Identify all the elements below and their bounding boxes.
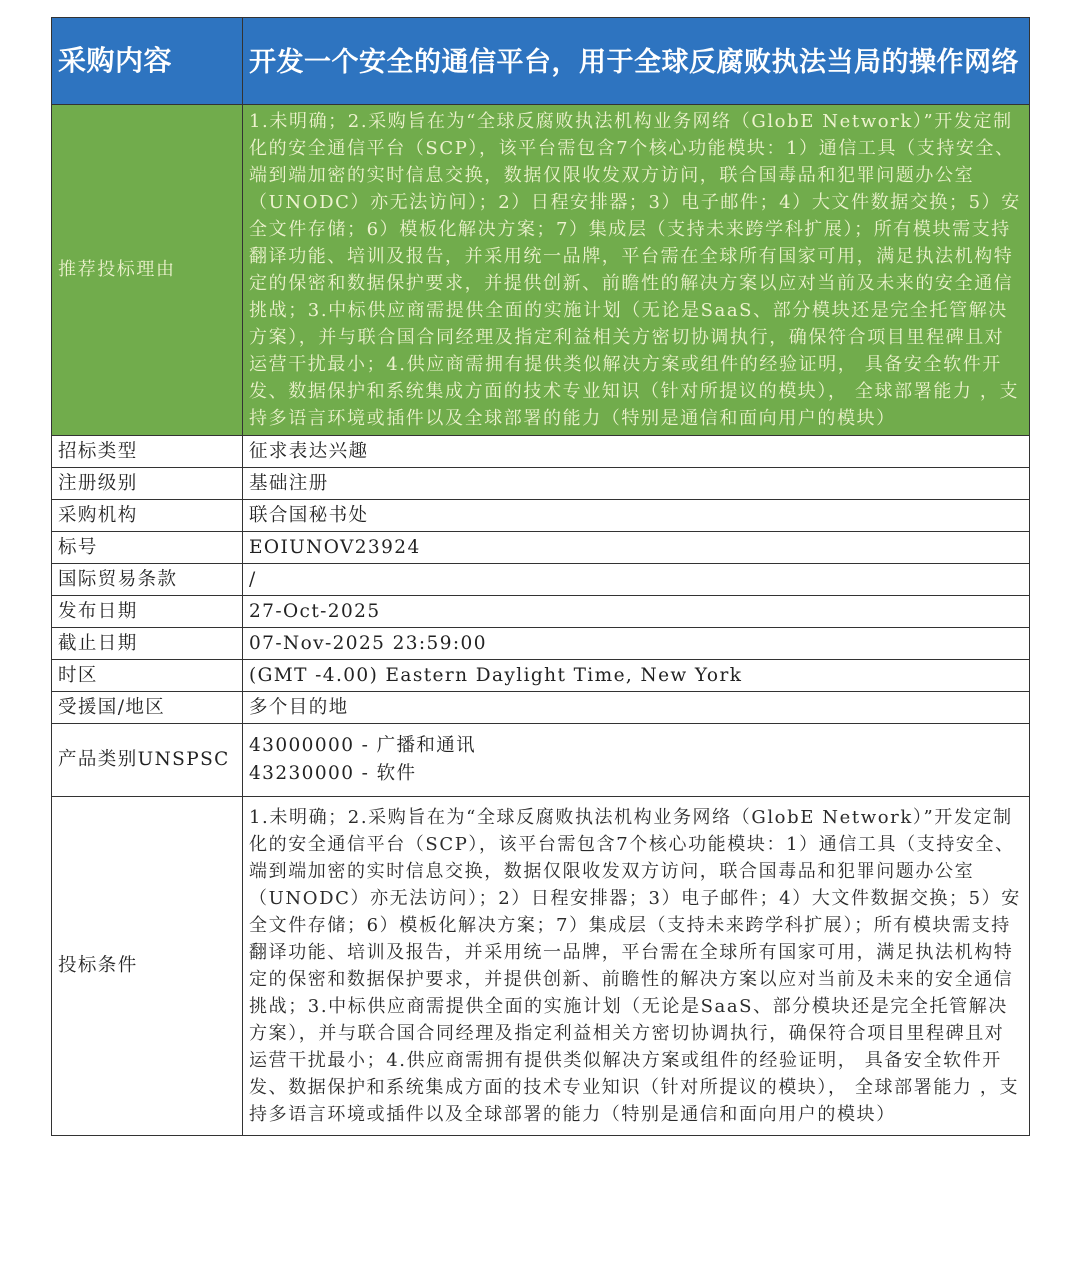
row-key: 国际贸易条款 — [52, 564, 243, 596]
row-value: 基础注册 — [243, 468, 1030, 500]
row-key: 时区 — [52, 660, 243, 692]
recommendation-value: 1.未明确；2.采购旨在为“全球反腐败执法机构业务网络（GlobE Network）”开发定制化的安全通信平台（SCP），该平台需包含7个核心功能模块：1）通信工具（支持安全、端到端加密的实时信息交换，数据仅限收发双方访问，联合国毒品和犯罪问题办公室（UNODC）亦无法访问）；2）日程安排器；3）电子邮件；4）大文件数据交换；5）安全文件存储；6）模板化解决方案；7）集成层（支持未来跨学科扩展）；所有模块需支持翻译功能、培训及报告，并采用统一品牌，平台需在全球所有国家可用，满足执法机构特定的保密和数据保护要求，并提供创新、前瞻性的解决方案以应对当前及未来的安全通信挑战；3.中标供应商需提供全面的实施计划（无论是SaaS、部分模块还是完全托管解决方案），并与联合国合同经理及指定利益相关方密切协调执行，确保符合项目里程碑且对运营干扰最小；4.供应商需拥有提供类似解决方案或组件的经验证明， 具备安全软件开发、数据保护和系统集成方面的技术专业知识（针对所提议的模块）， 全球部署能力 ，支持多语言环境或插件以及全球部署的能力（特别是通信和面向用户的模块） — [243, 105, 1030, 436]
recommendation-key: 推荐投标理由 — [52, 105, 243, 436]
header-value: 开发一个安全的通信平台，用于全球反腐败执法当局的操作网络 — [243, 18, 1030, 105]
table-row — [52, 532, 1030, 564]
table-row — [52, 628, 1030, 660]
table-row — [52, 596, 1030, 628]
row-key: 截止日期 — [52, 628, 243, 660]
header-row — [52, 18, 1030, 105]
unspsc-code: 43000000 - 广播和通讯 — [249, 735, 477, 756]
row-value: / — [243, 564, 1030, 596]
recommendation-row — [52, 105, 1030, 436]
conditions-key: 投标条件 — [52, 797, 243, 1136]
row-value: 联合国秘书处 — [243, 500, 1030, 532]
header-key: 采购内容 — [52, 18, 243, 105]
table-row — [52, 436, 1030, 468]
conditions-value: 1.未明确；2.采购旨在为“全球反腐败执法机构业务网络（GlobE Network）”开发定制化的安全通信平台（SCP），该平台需包含7个核心功能模块：1）通信工具（支持安全、端到端加密的实时信息交换，数据仅限收发双方访问，联合国毒品和犯罪问题办公室（UNODC）亦无法访问）；2）日程安排器；3）电子邮件；4）大文件数据交换；5）安全文件存储；6）模板化解决方案；7）集成层（支持未来跨学科扩展）；所有模块需支持翻译功能、培训及报告，并采用统一品牌，平台需在全球所有国家可用，满足执法机构特定的保密和数据保护要求，并提供创新、前瞻性的解决方案以应对当前及未来的安全通信挑战；3.中标供应商需提供全面的实施计划（无论是SaaS、部分模块还是完全托管解决方案），并与联合国合同经理及指定利益相关方密切协调执行，确保符合项目里程碑且对运营干扰最小；4.供应商需拥有提供类似解决方案或组件的经验证明， 具备安全软件开发、数据保护和系统集成方面的技术专业知识（针对所提议的模块）， 全球部署能力 ，支持多语言环境或插件以及全球部署的能力（特别是通信和面向用户的模块） — [243, 797, 1030, 1136]
unspsc-key: 产品类别UNSPSC — [52, 724, 243, 797]
procurement-table — [51, 17, 1030, 1136]
unspsc-row — [52, 724, 1030, 797]
row-key: 采购机构 — [52, 500, 243, 532]
table-row — [52, 660, 1030, 692]
row-key: 招标类型 — [52, 436, 243, 468]
row-value: 07-Nov-2025 23:59:00 — [243, 628, 1030, 660]
table-row — [52, 692, 1030, 724]
row-key: 受援国/地区 — [52, 692, 243, 724]
row-value: (GMT -4.00) Eastern Daylight Time, New York — [243, 660, 1030, 692]
row-key: 发布日期 — [52, 596, 243, 628]
row-value: 27-Oct-2025 — [243, 596, 1030, 628]
unspsc-code: 43230000 - 软件 — [249, 763, 417, 784]
row-key: 注册级别 — [52, 468, 243, 500]
table-row — [52, 564, 1030, 596]
row-key: 标号 — [52, 532, 243, 564]
row-value: EOIUNOV23924 — [243, 532, 1030, 564]
table-row — [52, 468, 1030, 500]
row-value: 征求表达兴趣 — [243, 436, 1030, 468]
unspsc-value — [243, 724, 1030, 797]
row-value: 多个目的地 — [243, 692, 1030, 724]
table-row — [52, 500, 1030, 532]
conditions-row — [52, 797, 1030, 1136]
